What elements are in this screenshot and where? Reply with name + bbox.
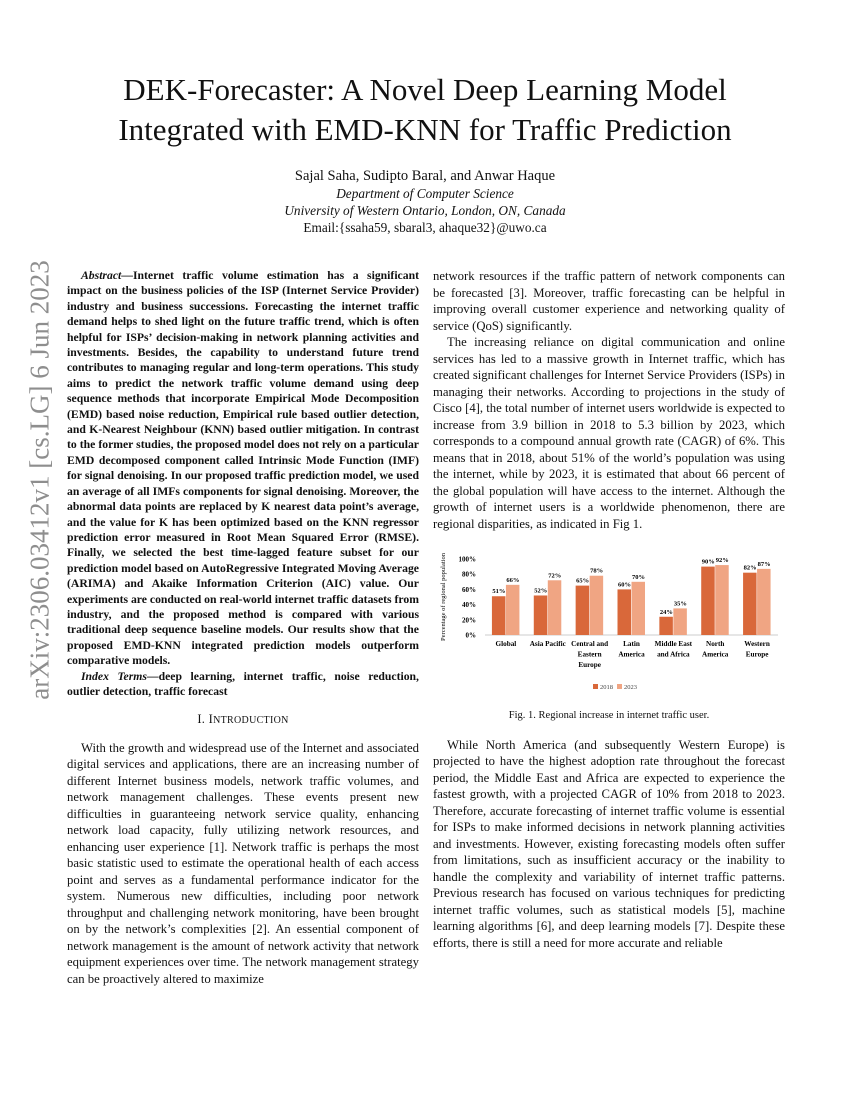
x-tick-label: Asia Pacific <box>529 640 566 648</box>
index-terms-label: Index Terms <box>81 669 147 683</box>
x-tick-label: Eastern <box>577 650 602 659</box>
bar-2023 <box>715 565 729 635</box>
section-first-letter: I <box>208 712 214 727</box>
right-paragraph-1: network resources if the traffic pattern of network components can be forecasted [3]. Moreover, traffic forecasting can be helpful in improving overall customer experience and networking quality of service (QoS) significantly. <box>433 269 785 333</box>
title-line-2: Integrated with EMD-KNN for Traffic Prediction <box>118 112 732 147</box>
bar-2023 <box>548 580 562 635</box>
x-tick-label: America <box>702 650 729 659</box>
data-label-2018: 82% <box>743 564 757 572</box>
data-label-2018: 90% <box>701 558 715 566</box>
arxiv-stamp[interactable]: arXiv:2306.03412v1 [cs.LG] 6 Jun 2023 <box>24 260 55 700</box>
title-line-1: DEK-Forecaster: A Novel Deep Learning Model <box>123 72 727 107</box>
y-tick-label: 60% <box>462 585 476 594</box>
department: Department of Computer Science <box>336 186 514 201</box>
x-tick-label: Europe <box>745 650 769 659</box>
abstract <box>67 268 419 669</box>
bar-2018 <box>534 595 548 635</box>
university: University of Western Ontario, London, ON, Canada <box>284 203 566 218</box>
y-tick-label: 40% <box>462 601 476 610</box>
x-tick-label: North <box>706 640 725 648</box>
x-tick-label: Global <box>495 640 517 648</box>
data-label-2023: 87% <box>757 560 771 568</box>
x-tick-label: Europe <box>578 661 601 669</box>
right-paragraph-3: While North America (and subsequently Western Europe) is projected to have the highest adoption rate throughout the forecast period, the Middle East and Africa are expected to experience the fastest growth, with a projected CAGR of 10% from 2018 to 2023. Therefore, accurate forecasting of internet traffic volume is essential for ISPs to make informed decisions in network planning activities and investments. However, existing forecasting models often suffer from limitations, such as insufficient accuracy or the inability to handle the complexity and variability of internet traffic patterns. Previous research has focused on various techniques for predicting internet traffic volumes, such as statistical models [5], machine learning algorithms [6], and deep learning models [7]. Despite these efforts, there is still a need for more accurate and reliable <box>433 737 785 950</box>
data-label-2018: 65% <box>576 577 590 585</box>
x-tick-label: Latin <box>623 640 640 648</box>
data-label-2018: 24% <box>659 608 673 616</box>
bar-2018 <box>576 586 590 635</box>
x-tick-label: Western <box>744 640 770 648</box>
data-label-2023: 35% <box>673 600 687 608</box>
paper-title <box>60 70 790 150</box>
bar-2018 <box>701 567 715 635</box>
bar-2023 <box>506 585 520 635</box>
section-rest: NTRODUCTION <box>213 715 289 727</box>
index-terms <box>67 669 419 700</box>
y-tick-label: 20% <box>462 616 476 625</box>
legend-label-2023: 2023 <box>624 684 637 691</box>
y-tick-label: 80% <box>462 570 476 579</box>
right-column <box>433 268 785 951</box>
bar-2023 <box>757 569 771 635</box>
bar-chart <box>433 544 785 702</box>
x-tick-label: Central and <box>571 640 609 648</box>
data-label-2018: 60% <box>618 581 631 589</box>
bar-2018 <box>492 596 506 635</box>
x-tick-label: America <box>618 650 645 659</box>
bar-2023 <box>590 576 604 635</box>
legend-swatch-2023 <box>617 684 622 689</box>
figure-caption: Fig. 1. Regional increase in internet traffic user. <box>508 710 710 721</box>
legend-label-2018: 2018 <box>600 684 613 691</box>
y-tick-label: 0% <box>465 631 476 640</box>
data-label-2023: 66% <box>506 576 520 584</box>
right-paragraph-2: The increasing reliance on digital communication and online services has led to a massive growth in Internet traffic, which has created significant challenges for Internet Service Providers (ISPs) in managing their networks. According to projections in the study of Cisco [4], the total number of internet users worldwide is expected to increase from 3.9 billion in 2018 to 5.3 billion by 2023, which corresponds to a compound annual growth rate (CAGR) of 6%. This means that in 2018, about 51% of the world’s population was using the internet, while by 2023, it is estimated that about 66 percent of the global population will have access to the internet. Although the growth of internet users is a worldwide phenomenon, there are regional disparities, as indicated in Fig 1. <box>433 335 785 531</box>
left-column <box>67 268 419 987</box>
data-label-2023: 70% <box>632 573 645 581</box>
section-numeral: I. <box>197 712 209 727</box>
data-label-2018: 52% <box>534 587 548 595</box>
abstract-text: —Internet traffic volume estimation has a significant impact on the business policies of the ISP (Internet Service Provider) industry and business successions. Forecasting the internet traffic demand helps to shed light on the future traffic trend, which is often helpful for ISPs’ decision-making in network planning activities and investments. Besides, the capability to understand future trend contributes to managing regular and long-term operations. This study aims to predict the network traffic volume demand using deep sequence methods that incorporate Empirical Mode Decomposition (EMD) based noise reduction, Empirical rule based outlier detection, and K-Nearest Neighbour (KNN) based outlier mitigation. In contrast to the former studies, the proposed model does not rely on a particular EMD decomposed component called Intrinsic Mode Function (IMF) for signal denoising. In our proposed traffic prediction model, we used an average of all IMFs components for signal denoising. Moreover, the abnormal data points are replaced by K nearest data point’s average, and the value for K has been optimized based on the KNN regressor prediction error measured in Root Mean Squared Error (RMSE). Finally, we selected the best time-lagged feature subset for our prediction model based on AutoRegressive Integrated Moving Average (ARIMA) and Akaike Information Criterion (AIC) value. Our experiments are conducted on real-world internet traffic datasets from industry, and the proposed method is compared with various traditional deep sequence baseline models. Our results show that the proposed EMD-KNN integrated prediction models outperform comparative models. <box>67 269 419 668</box>
y-axis-label: Percentage of regional population <box>440 553 447 641</box>
bar-2018 <box>743 573 757 635</box>
data-label-2023: 78% <box>590 567 604 575</box>
x-tick-label: Middle East <box>654 640 693 648</box>
data-label-2018: 51% <box>492 588 506 596</box>
legend-swatch-2018 <box>593 684 598 689</box>
bar-2023 <box>632 582 646 635</box>
authors: Sajal Saha, Sudipto Baral, and Anwar Haque <box>294 168 556 184</box>
email: Email:{ssaha59, sbaral3, ahaque32}@uwo.ca <box>303 220 547 235</box>
index-terms-text: —deep learning, internet traffic, noise reduction, outlier detection, traffic forecast <box>67 669 419 698</box>
y-tick-label: 100% <box>458 555 476 564</box>
figure-1 <box>433 544 785 702</box>
data-label-2023: 72% <box>548 572 562 580</box>
bar-2018 <box>659 617 673 635</box>
intro-paragraph: With the growth and widespread use of the Internet and associated digital services and applications, there are an increasing number of different Internet business models, network traffic volumes, and network management challenges. These events present new difficulties in guaranteeing network service quality, enhancing network load capacity, fully utilizing network resources, and enhancing user experience [1]. Network traffic is perhaps the most basic statistic used to estimate the operational health of each access point and serves as a fundamental performance indicator for the system. Numerous new difficulties, including poor network throughput and challenging network monitoring, have been brought on by the network’s complexities [2]. An essential component of network management is the amount of network activity that network equipment experiences over time. The network management strategy can be proactively altered to maximize <box>67 740 419 986</box>
bar-2023 <box>673 608 687 635</box>
x-tick-label: and Africa <box>657 650 690 659</box>
bar-2018 <box>618 589 632 635</box>
abstract-label: Abstract <box>81 269 122 282</box>
data-label-2023: 92% <box>715 557 729 565</box>
section-heading-introduction <box>67 711 419 730</box>
